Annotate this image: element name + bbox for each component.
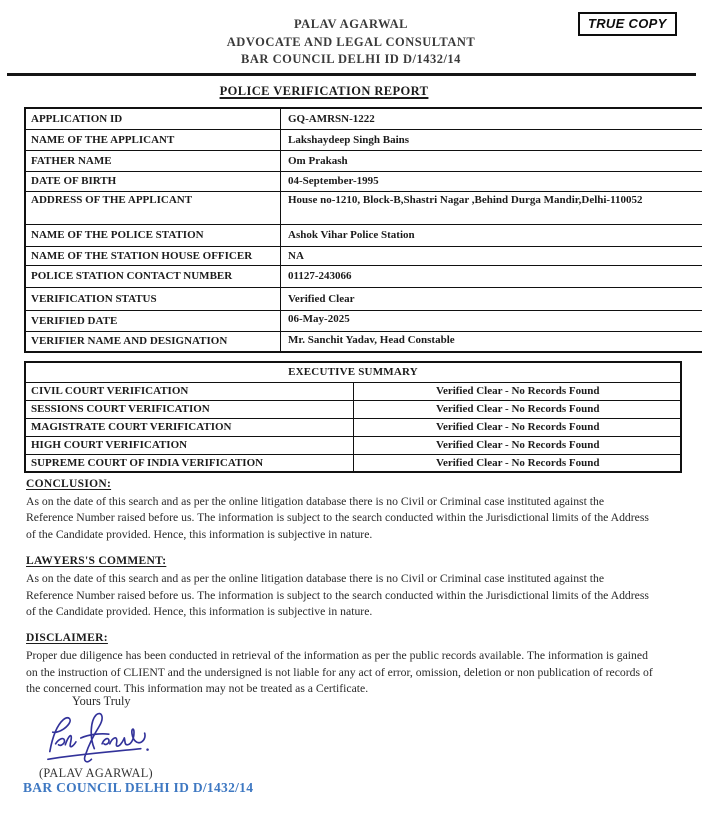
executive-summary-table — [24, 361, 682, 473]
detail-value: 04-September-1995 — [281, 171, 702, 191]
letterhead-name: PALAV AGARWAL — [293, 17, 409, 31]
table-row — [25, 129, 702, 150]
signatory-bar-id: BAR COUNCIL DELHI ID D/1432/14 — [23, 780, 254, 795]
summary-label: CIVIL COURT VERIFICATION — [25, 382, 353, 400]
section-conclusion — [26, 478, 654, 543]
header-divider-rule — [7, 73, 696, 76]
table-row — [25, 310, 702, 331]
summary-label: HIGH COURT VERIFICATION — [25, 436, 353, 454]
signatory-name: (PALAV AGARWAL) — [39, 766, 153, 780]
summary-value: Verified Clear - No Records Found — [353, 400, 681, 418]
table-row — [25, 287, 702, 310]
signature-image — [40, 708, 168, 768]
detail-label: NAME OF THE APPLICANT — [25, 129, 281, 150]
detail-label: DATE OF BIRTH — [25, 171, 281, 191]
detail-label: ADDRESS OF THE APPLICANT — [25, 191, 281, 224]
summary-value: Verified Clear - No Records Found — [353, 382, 681, 400]
section-disclaimer — [26, 632, 654, 697]
detail-value: Lakshaydeep Singh Bains — [281, 129, 702, 150]
detail-label: APPLICATION ID — [25, 108, 281, 129]
summary-value: Verified Clear - No Records Found — [353, 436, 681, 454]
table-row — [25, 331, 702, 352]
section-heading: LAWYERS'S COMMENT: — [26, 555, 167, 568]
true-copy-stamp: TRUE COPY — [578, 12, 677, 36]
section-heading: CONCLUSION: — [26, 478, 112, 490]
detail-value: 06-May-2025 — [281, 310, 702, 331]
closing-salutation: Yours Truly — [72, 694, 131, 708]
detail-value: 01127-243066 — [281, 265, 702, 287]
table-row — [25, 150, 702, 171]
section-body: As on the date of this search and as per the online litigation database there is no Civil or Criminal case instituted against the Reference Number raised before us. The information is subject to the search conducted within the Jurisdictional limits of the Address of the Candidate provided. Hence, this information is subjective in nature. — [26, 572, 649, 619]
detail-value: Mr. Sanchit Yadav, Head Constable — [281, 331, 702, 352]
detail-label: VERIFIED DATE — [25, 310, 281, 331]
applicant-details-table — [24, 107, 702, 353]
table-row — [25, 224, 702, 246]
table-row — [25, 246, 702, 265]
section-body: As on the date of this search and as per the online litigation database there is no Civil or Criminal case instituted against the Reference Number raised before us. The information is subject to the search conducted within the Jurisdictional limits of the Address of the Candidate provided. Hence, this information is subjective in nature. — [26, 495, 649, 541]
report-title: POLICE VERIFICATION REPORT — [219, 84, 429, 98]
section-body: Proper due diligence has been conducted in retrieval of the information as per the public records available. The information is gained on the instruction of CLIENT and the undersigned is not liable for any act of error, omission, deletion or non publication of records of the concerned court. This information may not be treated as a Certificate. — [26, 649, 653, 696]
summary-value: Verified Clear - No Records Found — [353, 454, 681, 472]
letterhead-tagline: ADVOCATE AND LEGAL CONSULTANT — [226, 34, 476, 49]
detail-label: VERIFIER NAME AND DESIGNATION — [25, 331, 281, 352]
detail-label: FATHER NAME — [25, 150, 281, 171]
detail-label: NAME OF THE STATION HOUSE OFFICER — [25, 246, 281, 265]
executive-summary-title: EXECUTIVE SUMMARY — [25, 362, 681, 382]
table-row — [25, 454, 681, 472]
table-row — [25, 418, 681, 436]
section-heading: DISCLAIMER: — [26, 632, 108, 645]
detail-value: Om Prakash — [281, 150, 702, 171]
table-row — [25, 382, 681, 400]
section-lawyers-comment — [26, 555, 654, 620]
table-row — [25, 400, 681, 418]
letterhead-bar-id: BAR COUNCIL DELHI ID D/1432/14 — [241, 52, 461, 66]
summary-label: SESSIONS COURT VERIFICATION — [25, 400, 353, 418]
detail-value: Ashok Vihar Police Station — [281, 224, 702, 246]
detail-value: NA — [281, 246, 702, 265]
table-row — [25, 436, 681, 454]
detail-label: POLICE STATION CONTACT NUMBER — [25, 265, 281, 287]
table-row — [25, 171, 702, 191]
detail-value: GQ-AMRSN-1222 — [281, 108, 702, 129]
detail-value: Verified Clear — [281, 287, 702, 310]
summary-label: MAGISTRATE COURT VERIFICATION — [25, 418, 353, 436]
detail-label: NAME OF THE POLICE STATION — [25, 224, 281, 246]
summary-value: Verified Clear - No Records Found — [353, 418, 681, 436]
table-row — [25, 191, 702, 224]
table-row — [25, 108, 702, 129]
table-row — [25, 362, 681, 382]
detail-value: House no-1210, Block-B,Shastri Nagar ,Behind Durga Mandir,Delhi-110052 — [281, 191, 702, 224]
narrative-sections — [26, 478, 654, 710]
detail-label: VERIFICATION STATUS — [25, 287, 281, 310]
summary-label: SUPREME COURT OF INDIA VERIFICATION — [25, 454, 353, 472]
table-row — [25, 265, 702, 287]
